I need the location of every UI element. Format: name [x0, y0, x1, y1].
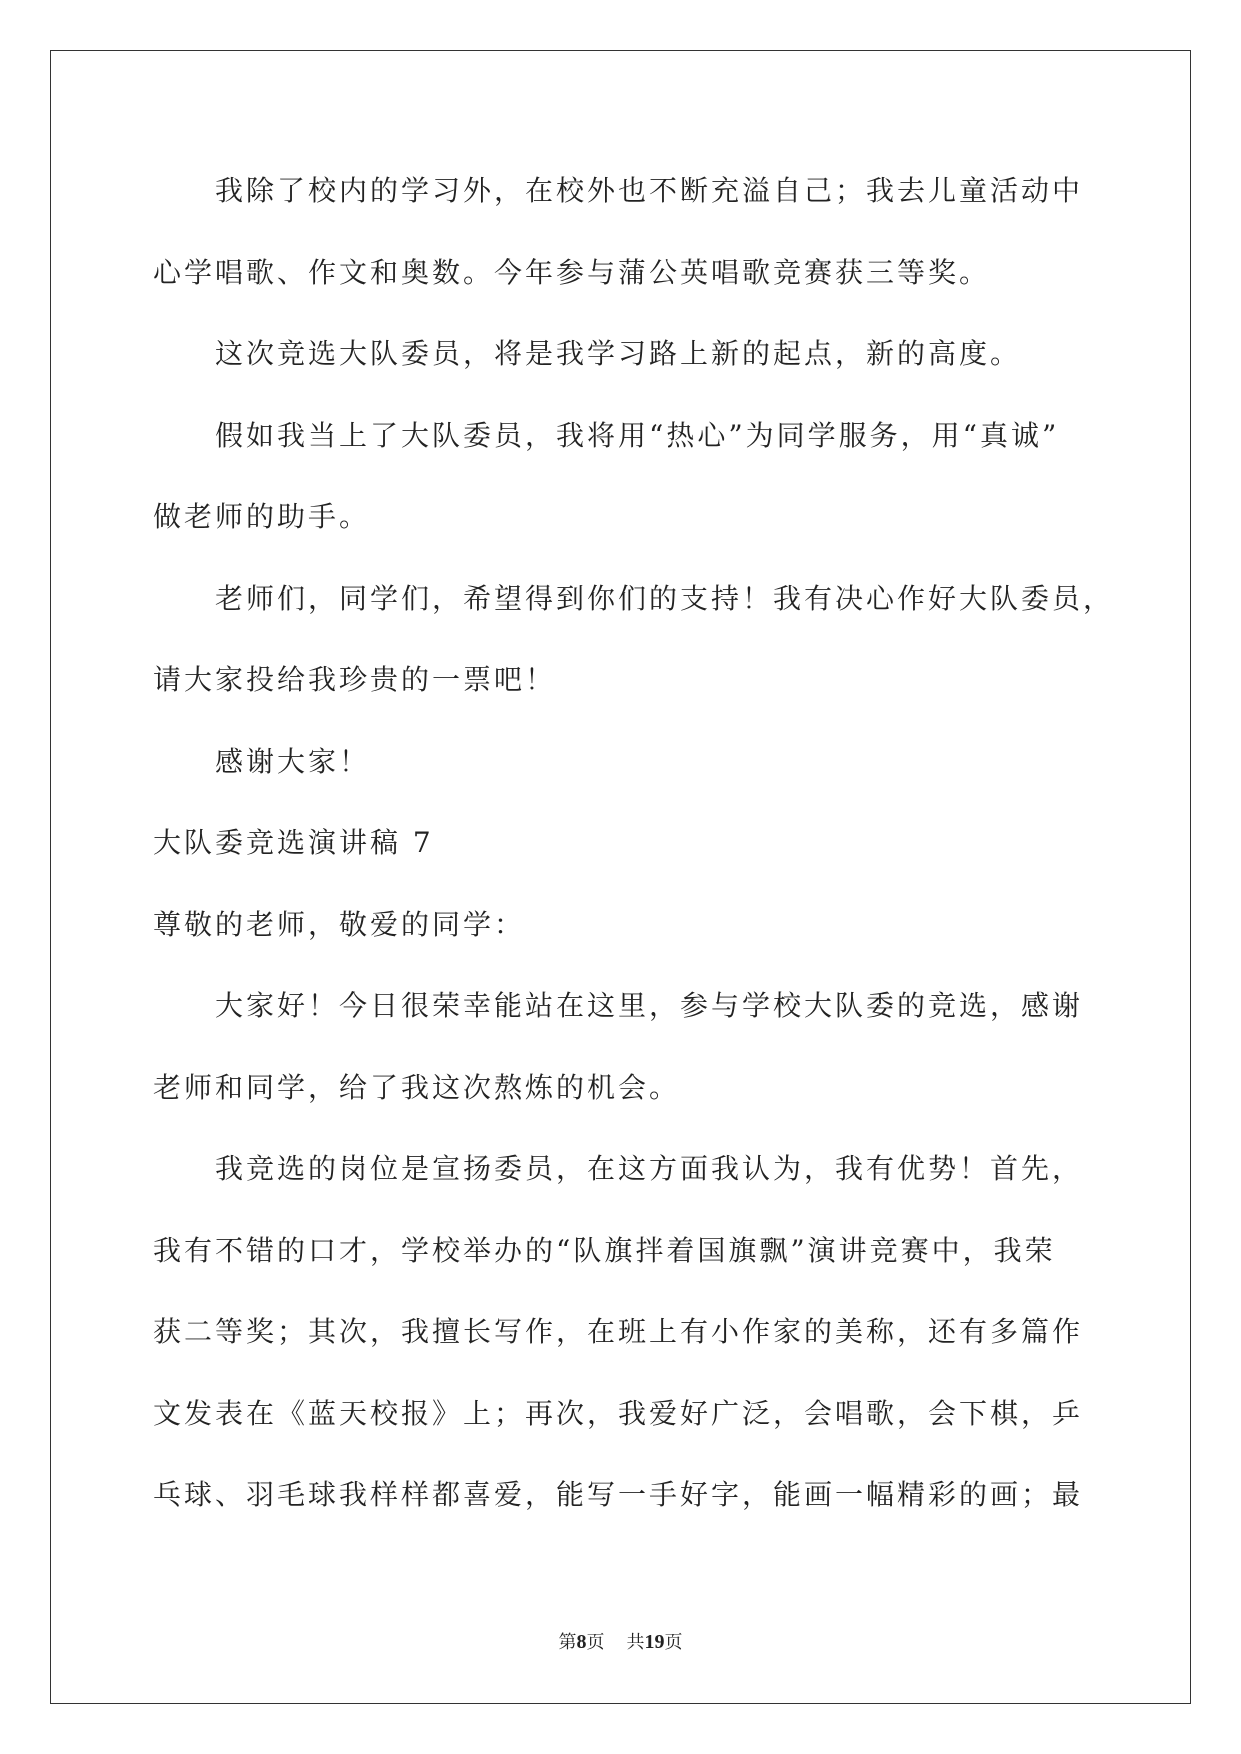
text-line: 做老师的助手。	[153, 500, 371, 533]
text-line: 乓球、羽毛球我样样都喜爱，能写一手好字，能画一幅精彩的画；最	[153, 1478, 1084, 1511]
text-line: 老师们，同学们，希望得到你们的支持！我有决心作好大队委员，	[215, 581, 1115, 615]
text-line: 老师和同学，给了我这次熬炼的机会。	[153, 1070, 681, 1104]
text-line: 文发表在《蓝天校报》上；再次，我爱好广泛，会唱歌，会下棋，乒	[153, 1396, 1084, 1430]
section-title: 大队委竞选演讲稿 7	[153, 826, 434, 859]
text-line: 这次竞选大队委员，将是我学习路上新的起点，新的高度。	[215, 337, 1022, 370]
footer-page-suffix: 页	[586, 1632, 605, 1653]
footer-prefix: 第	[558, 1632, 577, 1653]
footer-total-pages: 19	[644, 1631, 665, 1653]
text-line: 心学唱歌、作文和奥数。今年参与蒲公英唱歌竞赛获三等奖。	[153, 255, 991, 289]
text-line: 请大家投给我珍贵的一票吧！	[153, 663, 557, 696]
text-line: 大家好！今日很荣幸能站在这里，参与学校大队委的竞选，感谢	[215, 989, 1084, 1022]
text-line: 我除了校内的学习外，在校外也不断充溢自己；我去儿童活动中	[215, 174, 1084, 207]
footer-total-prefix: 共	[626, 1632, 645, 1653]
footer-page-number: 8	[576, 1631, 587, 1653]
document-body	[153, 150, 1115, 1536]
text-line: 我竞选的岗位是宣扬委员，在这方面我认为，我有优势！首先，	[215, 1152, 1084, 1185]
text-line: 感谢大家！	[215, 744, 371, 778]
page-footer	[0, 1628, 1241, 1654]
footer-total-suffix: 页	[664, 1632, 683, 1653]
salutation: 尊敬的老师，敬爱的同学：	[153, 907, 526, 941]
text-line: 假如我当上了大队委员，我将用“热心”为同学服务，用“真诚”	[215, 418, 1060, 452]
text-line: 我有不错的口才，学校举办的“队旗拌着国旗飘”演讲竞赛中，我荣	[153, 1233, 1056, 1267]
text-line: 获二等奖；其次，我擅长写作，在班上有小作家的美称，还有多篇作	[153, 1315, 1084, 1348]
